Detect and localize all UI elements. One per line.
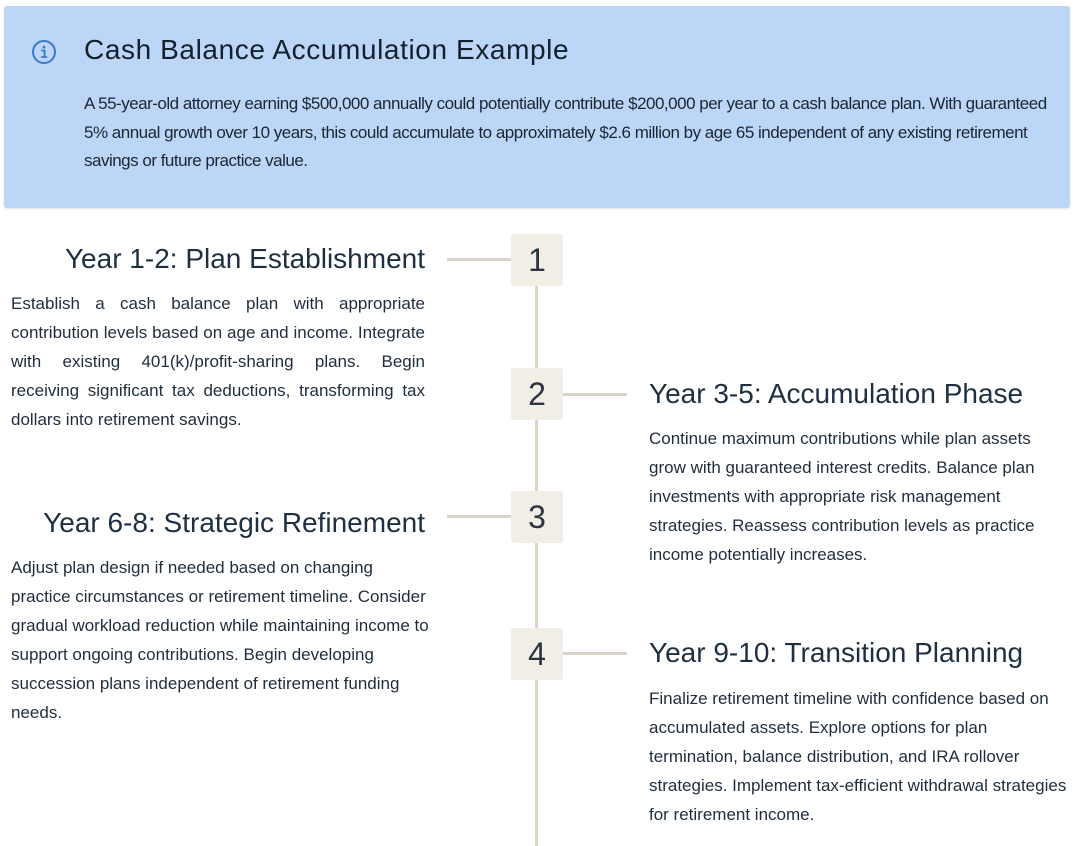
info-icon bbox=[31, 39, 57, 65]
step-2-connector bbox=[562, 393, 627, 396]
callout-title: Cash Balance Accumulation Example bbox=[84, 34, 570, 65]
step-2-title: Year 3-5: Accumulation Phase bbox=[649, 378, 1024, 409]
step-1-text: Establish a cash balance plan with appropriate contribution levels based on age and income. Integrate with existing 401(k)/profit-sharing plans. Begin receiving significant tax deductions, transforming tax dollars into retirement savings. bbox=[11, 294, 425, 429]
info-callout bbox=[4, 6, 1070, 208]
step-3-title: Year 6-8: Strategic Refinement bbox=[43, 507, 425, 538]
step-4-text: Finalize retirement timeline with confidence based on accumulated assets. Explore options for plan termination, balance distribution, and IRA rollover strategies. Implement tax-efficient withdrawal strategies for retirement income. bbox=[649, 689, 1067, 824]
step-1-title: Year 1-2: Plan Establishment bbox=[64, 243, 425, 274]
step-3-text: Adjust plan design if needed based on changing practice circumstances or retirement timeline. Consider gradual workload reduction while maintaining income to support ongoing contributions. Begin developing succession plans independent of retirement funding needs. bbox=[11, 558, 429, 722]
step-4-badge: 4 bbox=[511, 628, 563, 680]
timeline-line bbox=[535, 240, 538, 846]
step-3-badge: 3 bbox=[511, 491, 563, 543]
callout-text: A 55-year-old attorney earning $500,000 annually could potentially contribute $200,000 per year to a cash balance plan. With guaranteed 5% annual growth over 10 years, this could accumulate to approximately $2.6 million by age 65 independent of any existing retirement savings or future practice value. bbox=[84, 94, 1047, 170]
step-4-connector bbox=[562, 652, 627, 655]
step-4-title: Year 9-10: Transition Planning bbox=[649, 637, 1024, 668]
step-1-badge: 1 bbox=[511, 234, 563, 286]
step-2-badge: 2 bbox=[511, 368, 563, 420]
step-1-connector bbox=[447, 258, 512, 261]
step-2-text: Continue maximum contributions while plan assets grow with guaranteed interest credits. Balance plan investments with appropriate risk management strategies. Reassess contribution levels as practice income potentially increases. bbox=[649, 429, 1035, 564]
step-3-connector bbox=[447, 515, 512, 518]
